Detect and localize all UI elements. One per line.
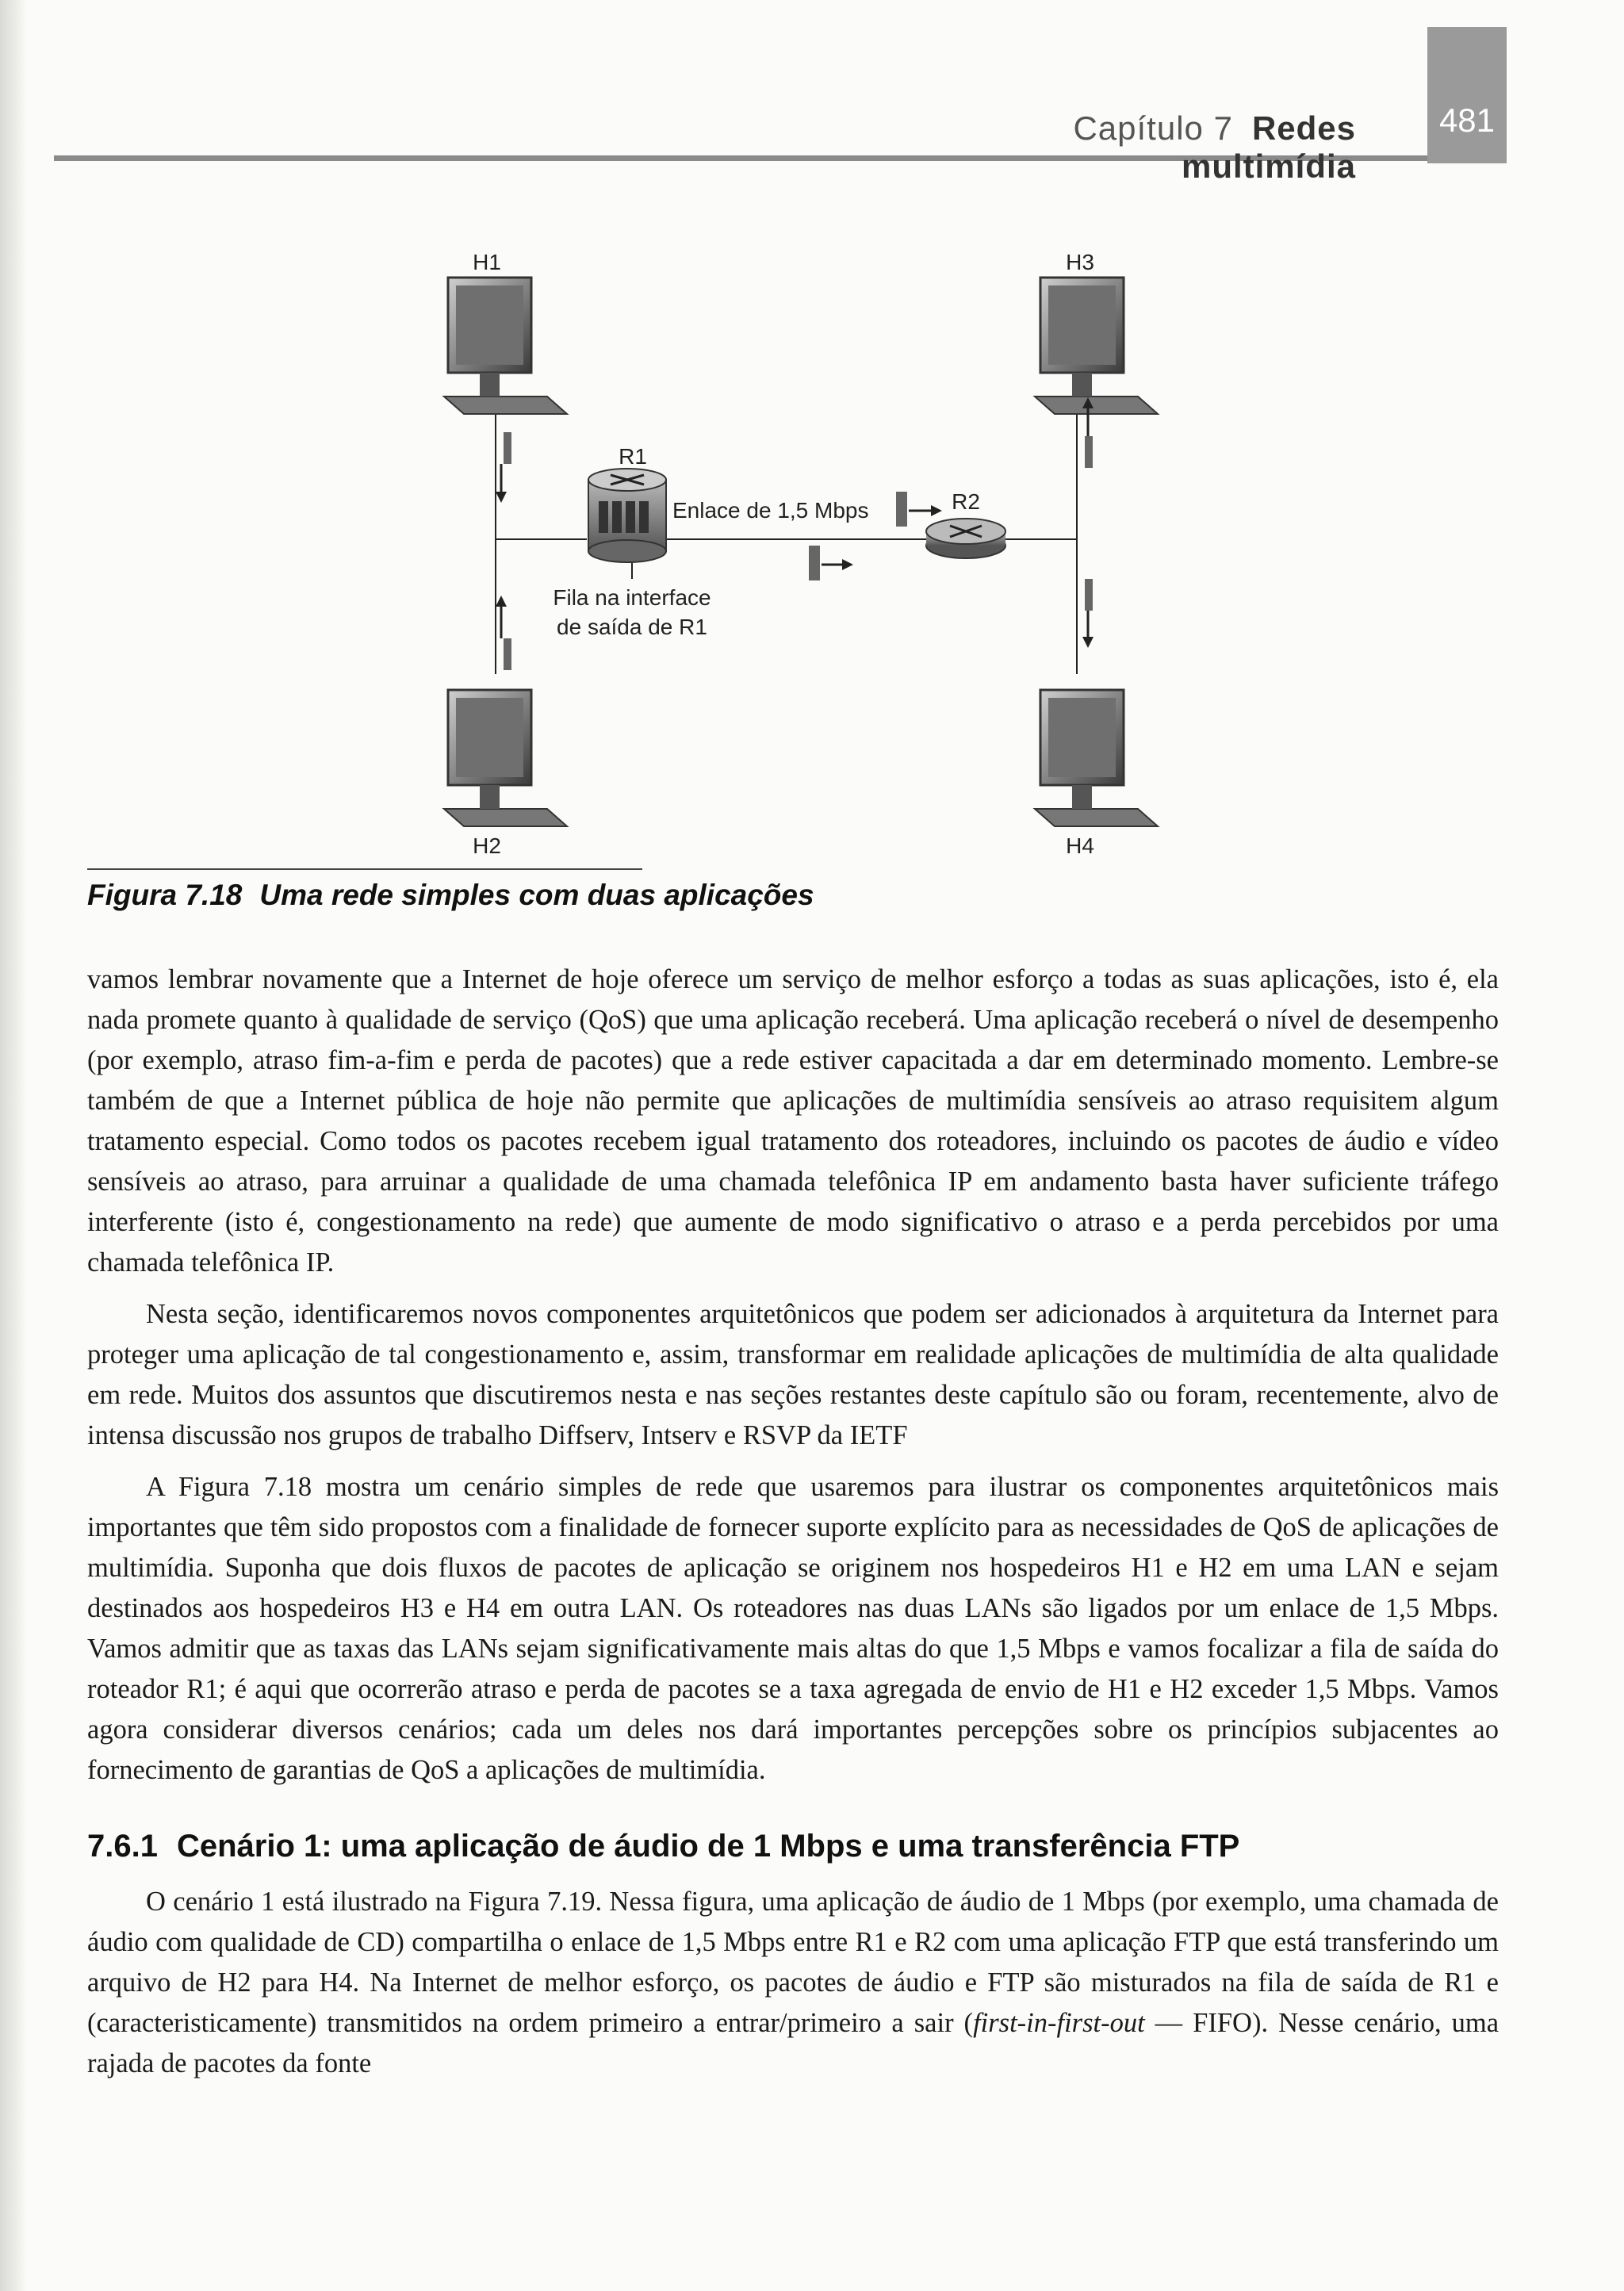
- section-heading-title: Cenário 1: uma aplicação de áudio de 1 Mbps e uma transferência FTP: [176, 1829, 1240, 1864]
- paragraph-4: [87, 1882, 1499, 2084]
- page-number-tab: [1427, 27, 1507, 163]
- computer-h2-icon: [444, 690, 567, 826]
- caption-rule: [87, 868, 642, 870]
- section-heading: [87, 1829, 1499, 1864]
- figure-title: Uma rede simples com duas aplicações: [259, 879, 814, 911]
- host-h4-label: H4: [1066, 833, 1094, 858]
- router-r1-label: R1: [619, 444, 647, 469]
- paragraph-3: A Figura 7.18 mostra um cenário simples de rede que usaremos para ilustrar os componentes arquitetônicos mais importantes que têm sido propostos com a finalidade de fornecer suporte explícito para as necessidades de QoS de aplicações de multimídia. Suponha que dois fluxos de pacotes de aplicação se originem nos hospedeiros H1 e H2 em uma LAN e sejam destinados aos hospedeiros H3 e H4 em outra LAN. Os roteadores nas duas LANs são ligados por um enlace de 1,5 Mbps. Vamos admitir que as taxas das LANs sejam significativamente mais altas do que 1,5 Mbps e vamos focalizar a fila de saída do roteador R1; é aqui que ocorrerão atraso e perda de pacotes se a taxa agregada de envio de H1 e H2 exceder 1,5 Mbps. Vamos agora considerar diversos cenários; cada um deles nos dará importantes percepções sobre os princípios subjacentes ao fornecimento de garantias de QoS a aplicações de multimídia.: [87, 1472, 1499, 1785]
- packet-flow-link-arrow-top: [896, 492, 942, 527]
- section-label: Redes multimídia: [1181, 109, 1356, 185]
- router-r2-label: R2: [952, 489, 980, 514]
- link-label: Enlace de 1,5 Mbps: [672, 498, 869, 523]
- paragraph-4-term: first-in-first-out: [973, 2008, 1145, 2038]
- host-h2-label: H2: [473, 833, 501, 858]
- page-header: [0, 0, 1624, 185]
- queue-label-line2: de saída de R1: [557, 615, 707, 639]
- network-diagram: [0, 206, 1624, 880]
- host-h1-label: H1: [473, 250, 501, 274]
- packet-flow-h3-arrow: [1082, 397, 1094, 468]
- router-r1-icon: [588, 469, 666, 562]
- packet-flow-h2-arrow: [496, 596, 511, 670]
- queue-label-line1: Fila na interface: [553, 585, 711, 610]
- body-text: [87, 960, 1499, 2084]
- computer-h3-icon: [1035, 278, 1158, 414]
- running-head: [912, 109, 1356, 186]
- chapter-label: Capítulo 7: [1073, 109, 1233, 147]
- paragraph-2: Nesta seção, identificaremos novos componentes arquitetônicos que podem ser adicionados à arquitetura da Internet para proteger uma aplicação de tal congestionamento e, assim, transformar em realidade aplicações de multimídia de alta qualidade em rede. Muitos dos assuntos que discutiremos nesta e nas seções restantes deste capítulo são ou foram, recentemente, alvo de intensa discussão nos grupos de trabalho Diffserv, Intserv e RSVP da IETF: [87, 1299, 1499, 1450]
- router-r2-icon: [926, 519, 1005, 558]
- paragraph-4-end: — FIFO). Nesse cenário, uma rajada de pacotes da fonte: [87, 2008, 1500, 2078]
- computer-h1-icon: [444, 278, 567, 414]
- network-figure: [0, 206, 1624, 880]
- figure-caption: [87, 879, 814, 912]
- figure-number: Figura 7.18: [87, 879, 243, 911]
- page-number: 481: [1438, 102, 1496, 139]
- paragraph-1: vamos lembrar novamente que a Internet de hoje oferece um serviço de melhor esforço a todas as suas aplicações, isto é, ela nada promete quanto à qualidade de serviço (QoS) que uma aplicação receberá. Uma aplicação receberá o nível de desempenho (por exemplo, atraso fim-a-fim e perda de pacotes) que a rede estiver capacitada a dar em determinado momento. Lembre-se também de que a Internet pública de hoje não permite que aplicações de multimídia sensíveis ao atraso requisitem algum tratamento especial. Como todos os pacotes recebem igual tratamento dos roteadores, incluindo os pacotes de áudio e vídeo sensíveis ao atraso, para arruinar a qualidade de uma chamada telefônica IP em andamento basta haver suficiente tráfego interferente (isto é, congestionamento na rede) que aumente de modo significativo o atraso e a perda percebidos por uma chamada telefônica IP.: [87, 964, 1499, 1278]
- host-h3-label: H3: [1066, 250, 1094, 274]
- computer-h4-icon: [1035, 690, 1158, 826]
- packet-flow-link-arrow-bottom: [809, 546, 853, 580]
- section-heading-number: 7.6.1: [87, 1829, 158, 1864]
- packet-flow-h4-arrow: [1082, 579, 1094, 648]
- paragraph-4-start: O cenário 1 está ilustrado na Figura 7.19. Nessa figura, uma aplicação de áudio de 1 Mbps (por exemplo, uma chamada de áudio com qualidade de CD) compartilha o enlace de 1,5 Mbps entre R1 e R2 com uma aplicação FTP que está transferindo um arquivo de H2 para H4. Na Internet de melhor esforço, os pacotes de áudio e FTP são misturados na fila de saída de R1 e (caracteristicamente) transmitidos na ordem primeiro a entrar/primeiro a sair (: [87, 1887, 1499, 2038]
- packet-flow-h1-arrow: [496, 432, 511, 503]
